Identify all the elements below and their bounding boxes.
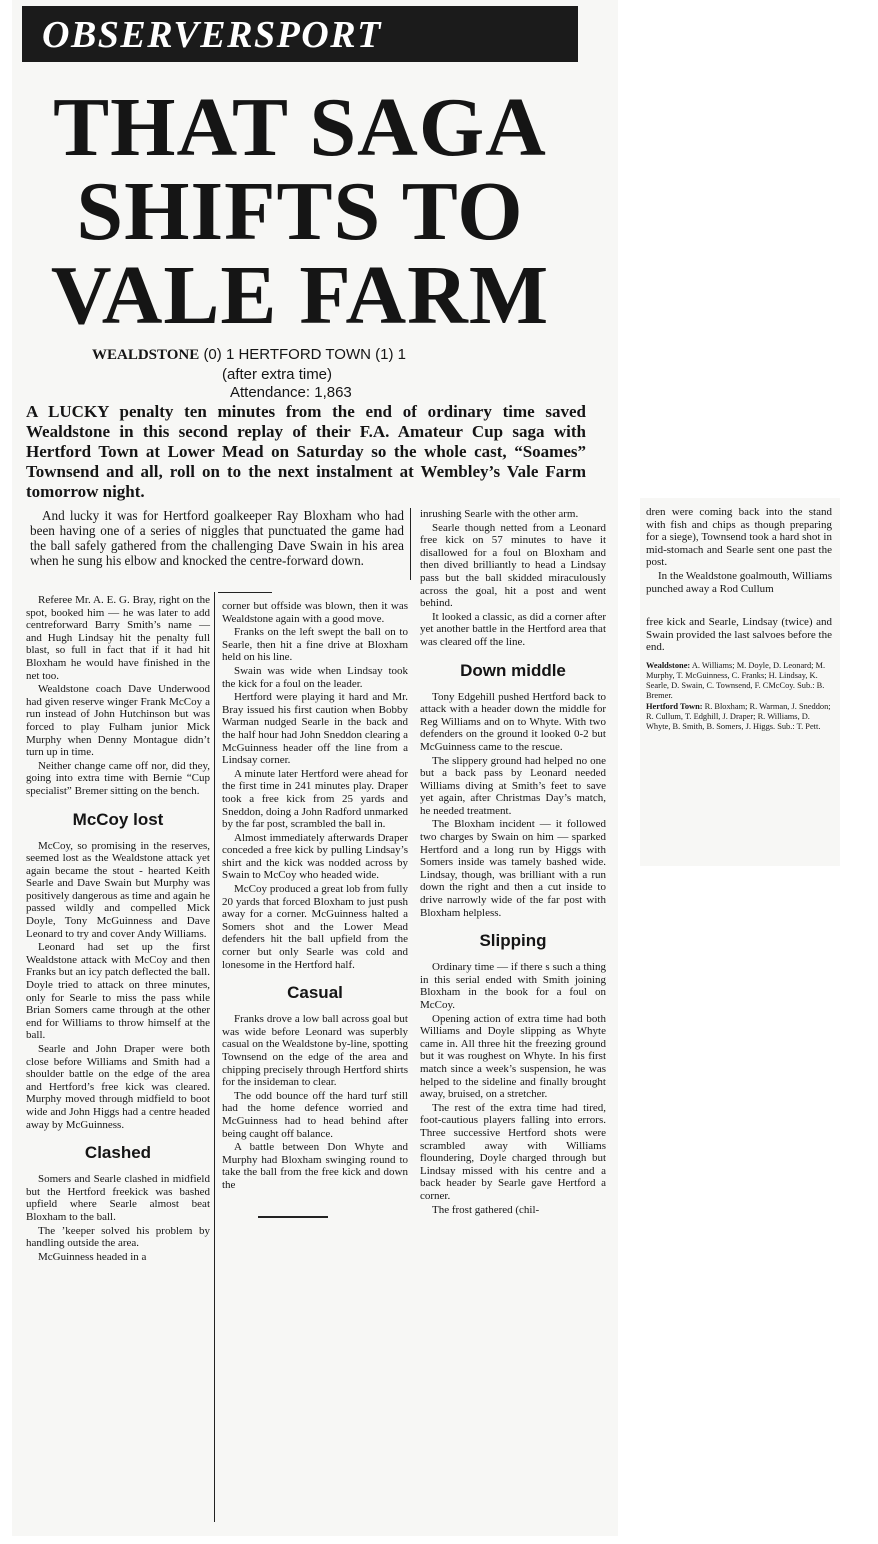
lineup-players: A. Williams; M. Doyle, D. Leonard; M. Murphy, T. McGuinness, C. Franks; H. Lindsay, K. Searle, D. Swain, C. Townsend, F. CMcCoy. Sub.: B. Bremer. (646, 660, 826, 700)
article-paragraph: A battle between Don Whyte and Murphy had Bloxham swinging round to take the ball from the free kick and down the (222, 1141, 408, 1191)
article-paragraph: free kick and Searle, Lindsay (twice) and Swain provided the last salvoes before the end. (646, 616, 832, 654)
column-divider (410, 508, 411, 580)
column-rule (218, 592, 272, 593)
article-paragraph: Searle and John Draper were both close before Williams and Smith had a shoulder battle on the edge of the area and Hertford’s free kick was cleared. Murphy moved through midfield to boot wide and John Higgs had a centre headed away by McGuinness. (26, 1043, 210, 1131)
section-rule (258, 1216, 328, 1218)
article-paragraph: The rest of the extra time had tired, foot-cautious players falling into errors. Three successive Hertford shots were scrambled away with Williams floundering, Doyle charged through but Lindsay missed with his centre and a back header by Searle gave Hertford a corner. (420, 1101, 606, 1202)
subheading-casual: Casual (287, 983, 343, 1003)
masthead-title: OBSERVERSPORT (42, 14, 382, 56)
lineup-players: R. Bloxham; R. Warman, J. Sneddon; R. Cullum, T. Edghill, J. Draper; R. Williams, D. Whyte, B. Smith, B. Somers, J. Higgs. Sub.: T. Pett. (646, 701, 831, 731)
column-1 (26, 594, 210, 1264)
article-paragraph: The frost gathered (chil- (432, 1203, 540, 1216)
article-paragraph: Swain was wide when Lindsay took the kick for a foul on the leader. (222, 664, 408, 690)
article-paragraph: Leonard had set up the first Wealdstone attack with McCoy and then Franks but an icy patch deflected the ball. Doyle tried to attack on three minutes, only for Searle to miss the pass while Brian Somers came through at the other end for Williams to throw himself at the ball. (26, 941, 210, 1042)
column-3 (420, 508, 606, 1217)
score-result: (0) 1 HERTFORD TOWN (1) 1 (203, 346, 406, 363)
article-paragraph: The ’keeper solved his problem by handling outside the area. (26, 1224, 210, 1250)
score-line (92, 346, 406, 364)
article-paragraph: The odd bounce off the hard turf still had the home defence worried and McGuinness had to head behind after being caught off balance. (222, 1089, 408, 1140)
lead-text: And lucky it was for Hertford goalkeeper Ray Bloxham who had been having one of a series of niggles that punctuated the game had the ball safely gathered from the challenging Dave Swain in his area when he sung his elbow and knocked the centre-forward down. (30, 508, 404, 568)
article-paragraph: Neither change came off nor, did they, going into extra time with Bernie “Cup specialist” Bremer sitting on the bench. (26, 759, 210, 797)
article-paragraph: dren were coming back into the stand with fish and chips as though preparing for a siege), Townsend took a hard shot in mid-stomach and Searle sent one past the post. (646, 506, 832, 569)
article-paragraph: Opening action of extra time had both Williams and Doyle slipping as Whyte came in. All three hit the freezing ground but it was roughest on Whyte. In his first match since a week’s suspension, he was helped to the sideline and finally brought away, bruised, on a stretcher. (420, 1012, 606, 1101)
home-team: WEALDSTONE (92, 347, 200, 363)
subheading-clashed: Clashed (84, 1143, 152, 1163)
article-paragraph: A minute later Hertford were ahead for the first time in 241 minutes play. Draper took a free kick from 25 yards and Sneddon, doing a John Radford unmarked by the far post, scrambled the ball in. (222, 767, 408, 831)
article-paragraph: Franks on the left swept the ball on to Searle, then hit a fine drive at Bloxham held on his line. (222, 626, 408, 664)
attendance: Attendance: 1,863 (230, 384, 352, 401)
article-paragraph: Searle though netted from a Leonard free kick on 57 minutes to have it disallowed for a foul on Bloxham and then dived brilliantly to head a Lindsay pass but the ball skidded miraculously across the goal, hit a post and went behind. (420, 521, 606, 610)
article-paragraph: McGuinness headed in a (38, 1250, 147, 1263)
article-paragraph: McCoy, so promising in the reserves, seemed lost as the Wealdstone attack yet again became the stout - hearted Keith Searle and Dave Swain but Murphy was positively dangerous as time and again he passed wildly and compelled Mick Doyle, Tony McGuinness and Dave Leonard to try and cover Andy Williams. (26, 839, 210, 940)
article-paragraph: The slippery ground had helped no one but a back pass by Leonard needed Williams diving at Smith’s feet to save yet again, after Christmas Day’s match, he needed treatment. (420, 754, 606, 817)
lead-paragraph (30, 508, 404, 568)
article-paragraph: inrushing Searle with the other arm. (420, 508, 579, 520)
masthead-banner (22, 6, 578, 62)
article-paragraph: Hertford were playing it hard and Mr. Bray issued his first caution when Bobby Warman nudged Searle in the back and the half hour had John Sneddon clearing a McGuinness header off the line from a Lindsay corner. (222, 691, 408, 767)
article-paragraph: The Bloxham incident — it followed two charges by Swain on him — sparked Hertford and a long run by Higgs with Somers inside was tamely bashed wide. Lindsay, though, was brilliant with a run down the right and then a cut inside to drive narrowly wide of the far post with Bloxham helpless. (420, 818, 606, 919)
article-paragraph: Ordinary time — if there s such a thing in this serial ended with Smith joining Bloxham in the book for a foul on McCoy. (420, 961, 606, 1011)
article-paragraph: It looked a classic, as did a corner after yet another battle in the Hertford area that was cleared off the line. (420, 610, 606, 648)
lineup-label: Hertford Town: (646, 701, 703, 711)
lineup-label: Wealdstone: (646, 660, 691, 670)
subheading-slipping: Slipping (479, 931, 547, 951)
article-paragraph: corner but offside was blown, then it was Wealdstone again with a good move. (222, 600, 408, 625)
extra-time-note: (after extra time) (222, 366, 333, 383)
lineup-wealdstone (646, 661, 832, 701)
article-paragraph: Almost immediately afterwards Draper conceded a free kick by pulling Lindsay’s shirt and the kick was nodded across by Swain to McCoy who headed wide. (222, 831, 408, 882)
headline-line-1: THAT SAGA (53, 81, 547, 174)
intro-paragraph: A LUCKY penalty ten minutes from the end of ordinary time saved Wealdstone in this second replay of their F.A. Amateur Cup saga with Hertford Town at Lower Mead on Saturday so the whole cast, “Soames” Townsend and all, roll on to the next instalment at Wembley’s Vale Farm tomorrow night. (26, 402, 586, 501)
subheading-mccoy-lost: McCoy lost (72, 809, 164, 829)
article-paragraph: Wealdstone coach Dave Underwood had given reserve winger Frank McCoy a run instead of John Hutchinson but was forced to play Fulham junior Mick Murphy when Denny Montague didn’t turn up in time. (26, 683, 210, 759)
article-paragraph: In the Wealdstone goalmouth, Williams punched away a Rod Cullum (646, 569, 832, 595)
lineup-hertford (646, 702, 832, 732)
column-4 (646, 506, 832, 733)
headline-line-2: SHIFTS TO (76, 165, 524, 258)
headline-line-3: VALE FARM (50, 249, 550, 342)
article-paragraph: Somers and Searle clashed in midfield but the Hertford freekick was bashed upfield where Searle almost beat Bloxham to the ball. (26, 1173, 210, 1223)
column-2 (222, 600, 408, 1193)
column-gap (646, 596, 832, 616)
article-paragraph: Franks drove a low ball across goal but was wide before Leonard was superbly casual on the Wealdstone by-line, spotting Townsend on the edge of the area and chipping precisely through Hertford shirts for the insideman to clear. (222, 1013, 408, 1089)
column-divider (214, 592, 215, 1522)
subheading-down-middle: Down middle (460, 660, 566, 680)
article-paragraph: Referee Mr. A. E. G. Bray, right on the spot, booked him — he was later to add centreforward Barry Smith’s name — and Hugh Lindsay hit the penalty full blast, so full in fact that if it had hit Bloxham he would have finished in the net too. (26, 594, 210, 682)
article-paragraph: McCoy produced a great lob from fully 20 yards that forced Bloxham to just push away for a corner. McGuinness halted a Somers shot and the Lower Mead defenders hit the ball upfield from the corner but only Searle was cold and lonesome in the Hertford half. (222, 883, 408, 971)
article-paragraph: Tony Edgehill pushed Hertford back to attack with a header down the middle for Reg Williams and on to Whyte. With two defenders on the ground it looked 0-2 but McGuinness came to the rescue. (420, 690, 606, 753)
